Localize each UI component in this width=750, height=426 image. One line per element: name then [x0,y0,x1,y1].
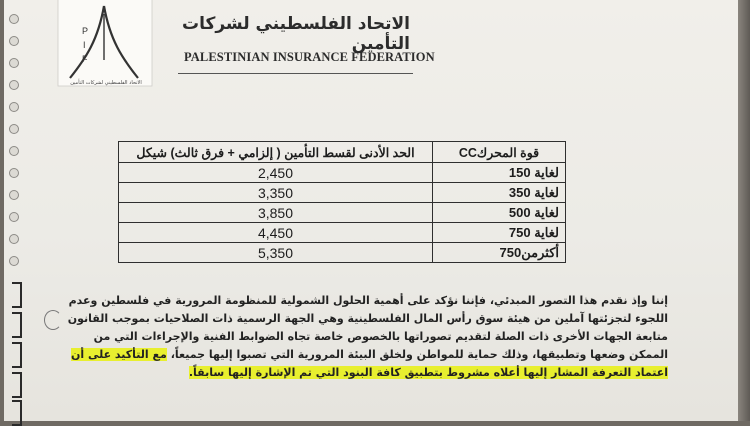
table-row [119,223,566,243]
engine-capacity-cell: أكثرمن750 [433,243,566,263]
highlighted-text: اعتماد التعرفة المشار إليها أعلاه مشروط بتطبيق كافة البنود التي تم الإشارة إليها سابقاً. [188,366,668,379]
logo-letter-i: I [83,40,86,50]
min-premium-header: الحد الأدنى لقسط التأمين ( إلزامي + فرق ثالث) شيكل [119,142,433,163]
arabic-title: الاتحاد الفلسطيني لشركات التأمين [182,14,410,54]
binder-holes [0,0,22,421]
paragraph-text: الممكن وضعها وتطبيقها، وذلك حماية للمواطن ولخلق البيئة المرورية التي تصبوا إليها جميعاً، [166,348,668,361]
page-edge-shadow [738,0,750,421]
logo-caption: الاتحاد الفلسطيني لشركات التأمين [70,80,142,86]
engine-capacity-cell: لغاية 350 [433,183,566,203]
engine-capacity-cell: لغاية 750 [433,223,566,243]
logo-letter-p: P [82,26,89,36]
paragraph-line: اللجوء لتجزئتها آملين من هيئة سوق رأس المال الفلسطينية وهي الجهة الرسمية ذات الصلاحيات بموجب القانون [67,312,668,325]
paragraph-line [62,364,668,382]
premium-cell: 4,450 [119,223,433,243]
paragraph-line: متابعة الجهات الأخرى ذات الصلة لتقديم تصوراتها بالخصوص خاصة تجاه الضوابط الفنية والإجراءات التي من [93,330,668,343]
premium-cell: 5,350 [119,243,433,263]
engine-capacity-cell: لغاية 500 [433,203,566,223]
premium-cell: 2,450 [119,163,433,183]
table-row [119,183,566,203]
table-row [119,203,566,223]
paragraph-line [62,346,668,364]
federation-logo [56,0,156,90]
header-divider [178,73,413,74]
table-header-row [119,142,566,163]
premium-table [118,141,566,263]
logo-letter-f: F [82,54,88,64]
premium-cell: 3,850 [119,203,433,223]
engine-capacity-header: قوة المحركCC [433,142,566,163]
table-row [119,243,566,263]
body-paragraph [62,292,668,382]
highlighted-text: مع التأكيد على أن [70,348,167,361]
table-row [119,163,566,183]
engine-capacity-cell: لغاية 150 [433,163,566,183]
binder-ring-mark [44,310,62,330]
premium-cell: 3,350 [119,183,433,203]
english-title: PALESTINIAN INSURANCE FEDERATION [184,50,435,64]
paragraph-line: إننا وإذ نقدم هذا التصور المبدئي، فإننا نؤكد على أهمية الحلول الشمولية للمنظومة المرورية في فلسطين وعدم [68,294,668,307]
